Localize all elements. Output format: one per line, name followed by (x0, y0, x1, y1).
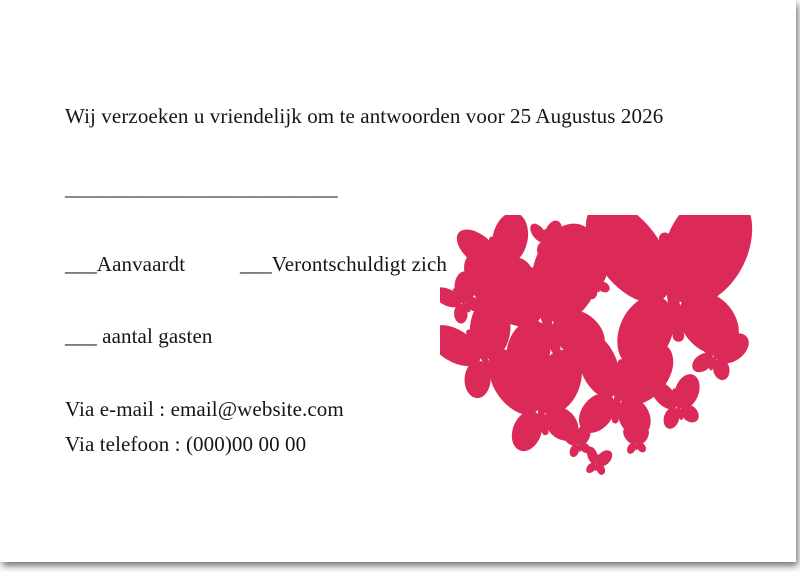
email-contact: Via e-mail : email@website.com (65, 397, 344, 421)
rsvp-heading: Wij verzoeken u vriendelijk om te antwoorden voor 25 Augustus 2026 (65, 104, 664, 128)
butterfly-heart-icon (440, 215, 760, 485)
accept-option: ___Aanvaardt (65, 252, 186, 276)
name-blank-line: ___________________________ (65, 178, 338, 200)
decline-option: ___Verontschuldigt zich (240, 252, 448, 276)
phone-contact: Via telefoon : (000)00 00 00 (65, 432, 307, 456)
guest-count-line: ___ aantal gasten (65, 324, 213, 348)
